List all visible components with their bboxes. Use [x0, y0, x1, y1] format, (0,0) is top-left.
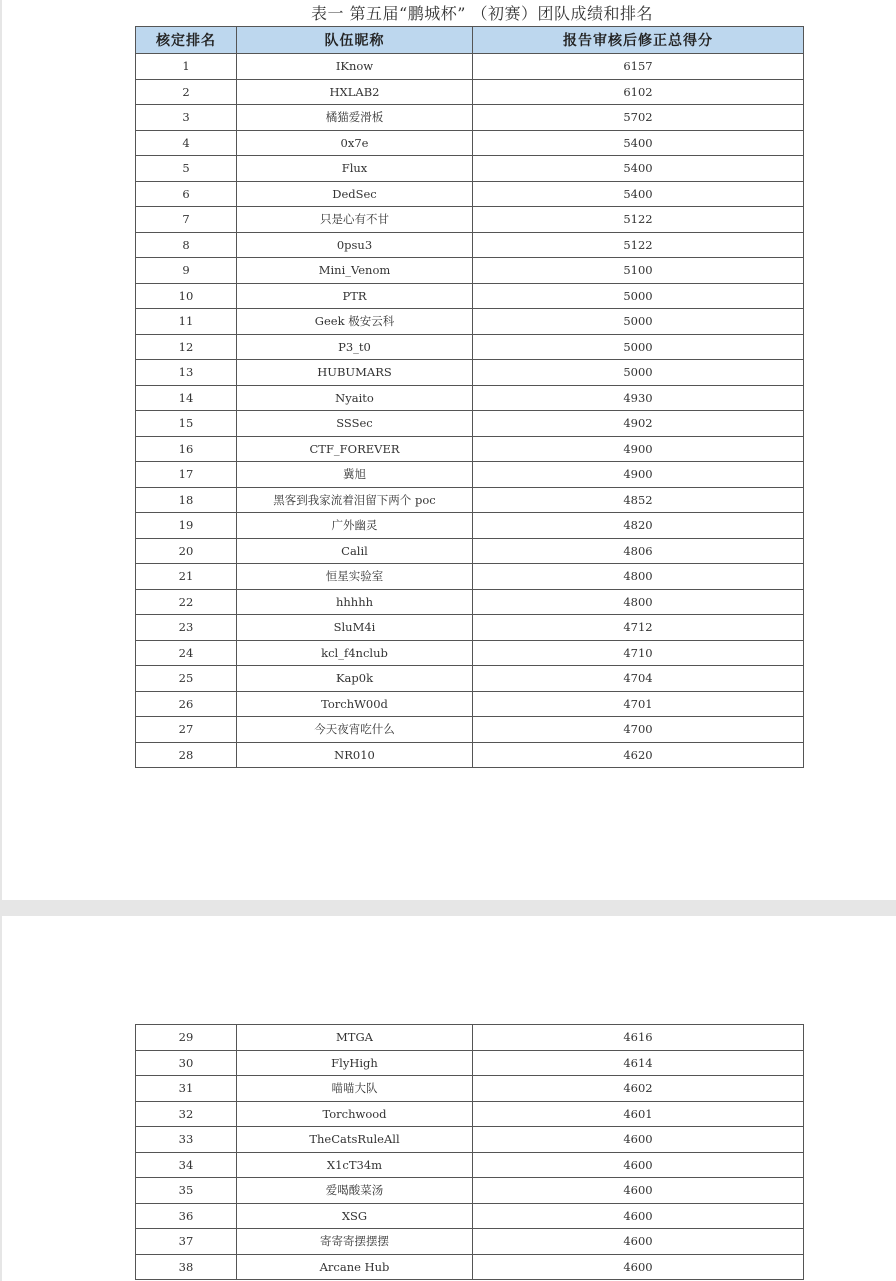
rank-cell: 18: [136, 487, 237, 513]
score-cell: 5400: [473, 156, 804, 182]
team-name-cell: kcl_f4nclub: [237, 640, 473, 666]
document-page-2: [2, 916, 896, 1281]
team-name-cell: P3_t0: [237, 334, 473, 360]
table-row: [136, 309, 804, 335]
score-cell: 4852: [473, 487, 804, 513]
table-row: [136, 1050, 804, 1076]
team-name-cell: IKnow: [237, 54, 473, 80]
team-name-cell: Mini_Venom: [237, 258, 473, 284]
rank-cell: 32: [136, 1101, 237, 1127]
rank-cell: 31: [136, 1076, 237, 1102]
score-cell: 5400: [473, 130, 804, 156]
score-cell: 4616: [473, 1025, 804, 1051]
team-name-cell: HUBUMARS: [237, 360, 473, 386]
table-row: [136, 640, 804, 666]
table-row: [136, 79, 804, 105]
team-name-cell: SluM4i: [237, 615, 473, 641]
table-row: [136, 1025, 804, 1051]
score-cell: 4800: [473, 564, 804, 590]
team-name-cell: Kap0k: [237, 666, 473, 692]
score-cell: 5000: [473, 309, 804, 335]
rank-cell: 6: [136, 181, 237, 207]
score-cell: 5122: [473, 207, 804, 233]
table-row: [136, 105, 804, 131]
rank-cell: 4: [136, 130, 237, 156]
table-row: [136, 742, 804, 768]
rank-cell: 17: [136, 462, 237, 488]
rank-cell: 20: [136, 538, 237, 564]
rank-cell: 35: [136, 1178, 237, 1204]
score-cell: 5000: [473, 283, 804, 309]
score-cell: 4602: [473, 1076, 804, 1102]
table-row: [136, 436, 804, 462]
team-name-cell: 0x7e: [237, 130, 473, 156]
team-name-cell: MTGA: [237, 1025, 473, 1051]
rank-cell: 37: [136, 1229, 237, 1255]
table-row: [136, 232, 804, 258]
score-cell: 4930: [473, 385, 804, 411]
table-row: [136, 1254, 804, 1280]
table-row: [136, 691, 804, 717]
rank-cell: 23: [136, 615, 237, 641]
rank-cell: 14: [136, 385, 237, 411]
rank-cell: 7: [136, 207, 237, 233]
team-name-cell: 爱喝酸菜汤: [237, 1178, 473, 1204]
table-row: [136, 360, 804, 386]
rank-cell: 16: [136, 436, 237, 462]
table-row: [136, 334, 804, 360]
team-name-cell: X1cT34m: [237, 1152, 473, 1178]
table-row: [136, 207, 804, 233]
score-cell: 5400: [473, 181, 804, 207]
score-cell: 4900: [473, 462, 804, 488]
table-row: [136, 283, 804, 309]
rank-cell: 22: [136, 589, 237, 615]
team-name-cell: 恒星实验室: [237, 564, 473, 590]
rank-cell: 33: [136, 1127, 237, 1153]
team-name-cell: 寄寄寄摆摆摆: [237, 1229, 473, 1255]
table-row: [136, 156, 804, 182]
team-name-cell: 冀旭: [237, 462, 473, 488]
rank-cell: 26: [136, 691, 237, 717]
rank-cell: 36: [136, 1203, 237, 1229]
team-name-cell: 0psu3: [237, 232, 473, 258]
score-cell: 4900: [473, 436, 804, 462]
team-name-cell: Geek 极安云科: [237, 309, 473, 335]
table-row: [136, 1178, 804, 1204]
table-row: [136, 411, 804, 437]
header-team-name: 队伍昵称: [237, 27, 473, 54]
team-name-cell: 黑客到我家流着泪留下两个 poc: [237, 487, 473, 513]
score-cell: 4614: [473, 1050, 804, 1076]
score-cell: 4601: [473, 1101, 804, 1127]
team-name-cell: Arcane Hub: [237, 1254, 473, 1280]
team-name-cell: hhhhh: [237, 589, 473, 615]
score-cell: 5000: [473, 334, 804, 360]
rank-cell: 38: [136, 1254, 237, 1280]
table-row: [136, 487, 804, 513]
table-row: [136, 1127, 804, 1153]
score-cell: 6102: [473, 79, 804, 105]
team-name-cell: SSSec: [237, 411, 473, 437]
score-cell: 4800: [473, 589, 804, 615]
table-row: [136, 1203, 804, 1229]
table-row: [136, 462, 804, 488]
table-row: [136, 615, 804, 641]
score-cell: 4701: [473, 691, 804, 717]
table-row: [136, 54, 804, 80]
table-header-row: [136, 27, 804, 54]
table-row: [136, 1101, 804, 1127]
team-name-cell: Calil: [237, 538, 473, 564]
rank-cell: 8: [136, 232, 237, 258]
ranking-table-body: [136, 54, 804, 768]
score-cell: 4806: [473, 538, 804, 564]
ranking-table-continued: [135, 1024, 804, 1280]
score-cell: 5702: [473, 105, 804, 131]
table-row: [136, 589, 804, 615]
team-name-cell: 橘猫爱滑板: [237, 105, 473, 131]
score-cell: 4600: [473, 1229, 804, 1255]
score-cell: 6157: [473, 54, 804, 80]
score-cell: 4600: [473, 1178, 804, 1204]
table-row: [136, 1152, 804, 1178]
rank-cell: 5: [136, 156, 237, 182]
rank-cell: 28: [136, 742, 237, 768]
ranking-table: [135, 26, 804, 768]
rank-cell: 25: [136, 666, 237, 692]
score-cell: 4600: [473, 1203, 804, 1229]
rank-cell: 12: [136, 334, 237, 360]
score-cell: 4710: [473, 640, 804, 666]
score-cell: 4820: [473, 513, 804, 539]
table-row: [136, 1229, 804, 1255]
rank-cell: 9: [136, 258, 237, 284]
team-name-cell: 喵喵大队: [237, 1076, 473, 1102]
team-name-cell: CTF_FOREVER: [237, 436, 473, 462]
document-page-1: [2, 0, 896, 900]
rank-cell: 1: [136, 54, 237, 80]
team-name-cell: Torchwood: [237, 1101, 473, 1127]
rank-cell: 30: [136, 1050, 237, 1076]
team-name-cell: NR010: [237, 742, 473, 768]
table-row: [136, 564, 804, 590]
team-name-cell: HXLAB2: [237, 79, 473, 105]
table-row: [136, 666, 804, 692]
team-name-cell: 广外幽灵: [237, 513, 473, 539]
table-row: [136, 385, 804, 411]
team-name-cell: Flux: [237, 156, 473, 182]
rank-cell: 21: [136, 564, 237, 590]
score-cell: 4620: [473, 742, 804, 768]
team-name-cell: Nyaito: [237, 385, 473, 411]
team-name-cell: TheCatsRuleAll: [237, 1127, 473, 1153]
table-row: [136, 717, 804, 743]
rank-cell: 15: [136, 411, 237, 437]
rank-cell: 34: [136, 1152, 237, 1178]
ranking-table-body-continued: [136, 1025, 804, 1280]
score-cell: 4902: [473, 411, 804, 437]
rank-cell: 3: [136, 105, 237, 131]
table-row: [136, 258, 804, 284]
header-score: 报告审核后修正总得分: [473, 27, 804, 54]
score-cell: 4600: [473, 1254, 804, 1280]
score-cell: 4712: [473, 615, 804, 641]
table-caption: 表一 第五届“鹏城杯” （初赛）团队成绩和排名: [310, 4, 654, 23]
rank-cell: 27: [136, 717, 237, 743]
team-name-cell: 今天夜宵吃什么: [237, 717, 473, 743]
score-cell: 4600: [473, 1127, 804, 1153]
table-row: [136, 513, 804, 539]
score-cell: 5000: [473, 360, 804, 386]
header-rank: 核定排名: [136, 27, 237, 54]
rank-cell: 13: [136, 360, 237, 386]
team-name-cell: TorchW00d: [237, 691, 473, 717]
team-name-cell: FlyHigh: [237, 1050, 473, 1076]
score-cell: 5122: [473, 232, 804, 258]
score-cell: 4600: [473, 1152, 804, 1178]
score-cell: 4704: [473, 666, 804, 692]
team-name-cell: 只是心有不甘: [237, 207, 473, 233]
team-name-cell: XSG: [237, 1203, 473, 1229]
rank-cell: 2: [136, 79, 237, 105]
table-row: [136, 538, 804, 564]
score-cell: 4700: [473, 717, 804, 743]
team-name-cell: DedSec: [237, 181, 473, 207]
rank-cell: 24: [136, 640, 237, 666]
table-row: [136, 1076, 804, 1102]
rank-cell: 19: [136, 513, 237, 539]
table-row: [136, 181, 804, 207]
rank-cell: 10: [136, 283, 237, 309]
table-row: [136, 130, 804, 156]
score-cell: 5100: [473, 258, 804, 284]
rank-cell: 11: [136, 309, 237, 335]
team-name-cell: PTR: [237, 283, 473, 309]
rank-cell: 29: [136, 1025, 237, 1051]
